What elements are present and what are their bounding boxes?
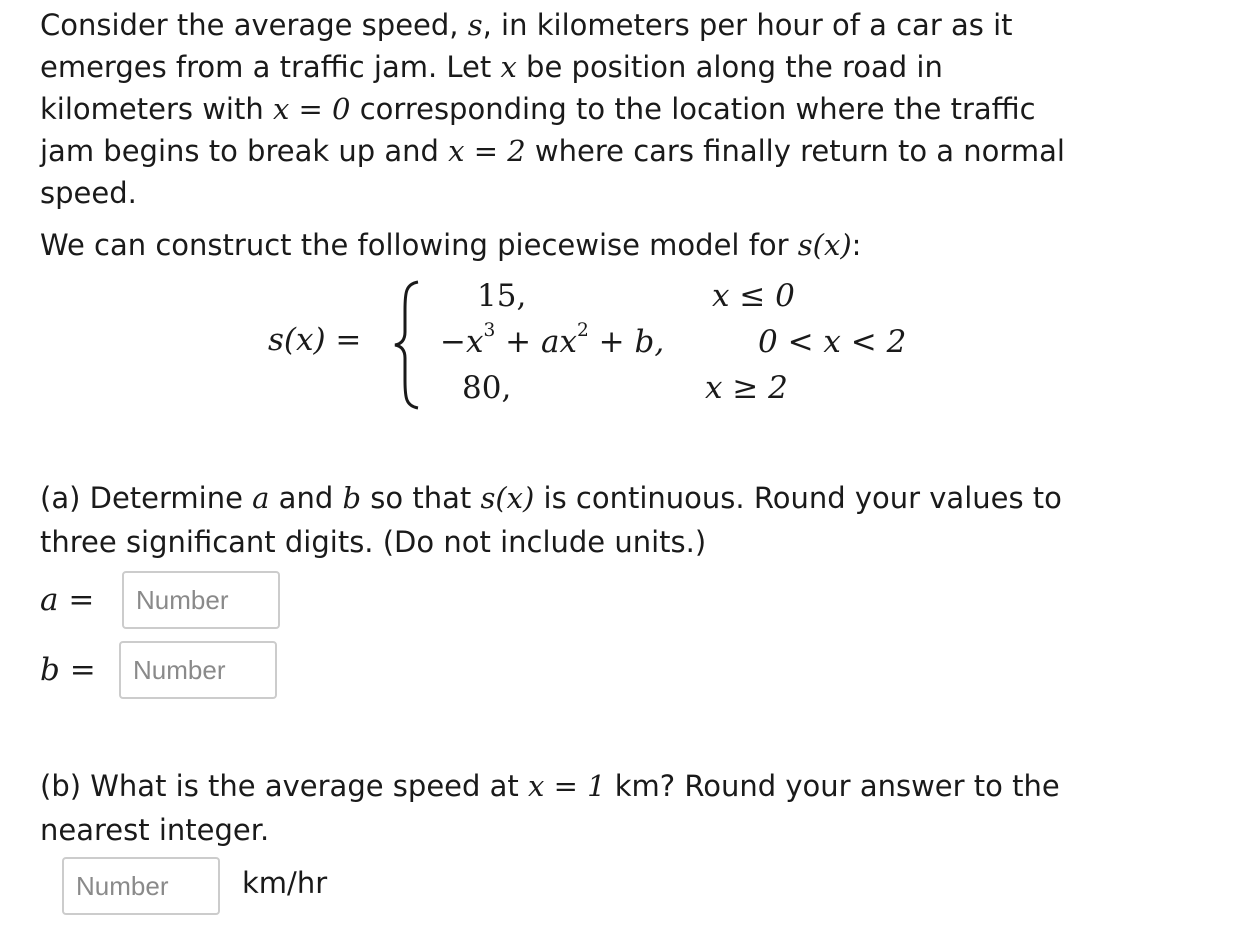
left-brace-icon [392,280,422,410]
part-a-text: three significant digits. (Do not include units.) [40,525,707,559]
part-a-text: and [269,481,343,515]
part-b-text: km? Round your answer to the [605,769,1060,803]
speed-input[interactable] [62,857,220,915]
piece-expr-2 [440,320,665,360]
piecewise-lhs: s(x) = [268,322,362,358]
b-label: b = [40,652,96,688]
expr-term: −x [440,324,484,360]
intro-text: Consider the average speed, [40,8,468,42]
a-label: a = [40,582,95,618]
var-s: s [467,8,483,42]
exponent: 2 [576,320,589,342]
intro-text: emerges from a traffic jam. Let [40,50,501,84]
var-b: b [342,481,362,515]
piece-cond-1: x ≤ 0 [712,278,795,314]
expr-term: + ax [495,324,577,360]
intro-text: be position along the road in [516,50,943,84]
intro-text: speed. [40,176,137,210]
part-a-question [40,476,1210,564]
part-a-text: so that [361,481,481,515]
part-b-text: nearest integer. [40,813,270,847]
piece-cond-2: 0 < x < 2 [758,324,907,360]
part-a-text: is continuous. Round your values to [534,481,1062,515]
model-text: We can construct the following piecewise model for [40,228,798,262]
exponent: 3 [483,320,496,342]
part-b-text: (b) What is the average speed at [40,769,528,803]
var-a: a [252,481,270,515]
function-s-of-x: s(x) [480,481,535,515]
model-sentence [40,224,1210,266]
a-input[interactable] [122,571,280,629]
problem-intro [40,4,1210,214]
part-b-question [40,764,1210,852]
b-input[interactable] [119,641,277,699]
intro-text: , in kilometers per hour of a car as it [482,8,1013,42]
intro-text: kilometers with [40,92,273,126]
var-x: x [500,50,517,84]
piece-expr-3: 80, [462,370,512,406]
piece-expr-1: 15, [477,278,527,314]
equation-x-2: x = 2 [448,134,526,168]
intro-text: where cars finally return to a normal [525,134,1065,168]
colon: : [851,228,862,262]
intro-text: corresponding to the location where the traffic [350,92,1036,126]
intro-text: jam begins to break up and [40,134,449,168]
equation-x-0: x = 0 [272,92,351,126]
expr-term: + b, [588,324,665,360]
unit-label: km/hr [242,866,328,900]
part-a-text: (a) Determine [40,481,253,515]
equation-x-1: x = 1 [528,769,606,803]
piece-cond-3: x ≥ 2 [705,370,788,406]
function-s-of-x: s(x) [797,228,852,262]
